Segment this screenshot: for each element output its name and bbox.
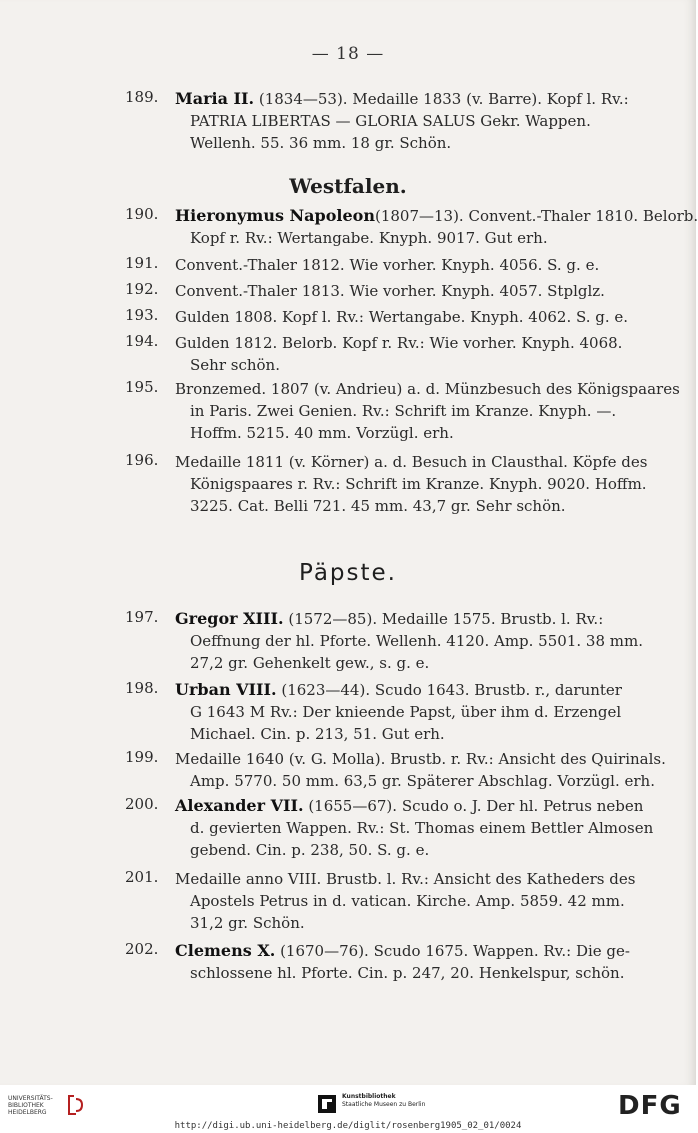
page-number: — 18 — (311, 44, 385, 64)
entry-number: 191. (125, 254, 159, 272)
entry-text: Medaille 1811 (v. Körner) a. d. Besuch in Clausthal. Köpfe des Königspaares r. Rv.: Schrift im Kranze. Knyph. 9020. Hoffm. 3225. Cat. Belli 721. 45 mm. 43,7 gr. Sehr schön. (175, 453, 648, 515)
section-heading-paepste: Päpste. (299, 560, 397, 586)
entry-ruler-name: Urban VIII. (175, 680, 277, 699)
university-library-logo-icon (64, 1093, 84, 1117)
entry-number: 202. (125, 940, 159, 958)
entry-text: Hieronymus Napoleon(1807—13). Convent.-Thaler 1810. Belorb. Kopf r. Rv.: Wertangabe. Knyph. 9017. Gut erh. (175, 206, 698, 247)
entry-text: Gregor XIII. (1572—85). Medaille 1575. Brustb. l. Rv.: Oeffnung der hl. Pforte. Wellenh. 4120. Amp. 5501. 38 mm. 27,2 gr. Gehenkelt gew., s. g. e. (175, 609, 643, 672)
entry-text: Gulden 1812. Belorb. Kopf r. Rv.: Wie vorher. Knyph. 4068. Sehr schön. (175, 334, 623, 374)
section-heading-westfalen: Westfalen. (289, 174, 407, 198)
kunstbibliothek-label: Kunstbibliothek Staatliche Museen zu Berlin (342, 1093, 426, 1108)
kunstbibliothek-logo-icon (318, 1095, 336, 1113)
entry-text: Medaille 1640 (v. G. Molla). Brustb. r. Rv.: Ansicht des Quirinals. Amp. 5770. 50 mm. 63,5 gr. Späterer Abschlag. Vorzügl. erh. (175, 750, 666, 790)
entry-ruler-name: Clemens X. (175, 941, 276, 960)
entry-ruler-name: Maria II. (175, 89, 255, 108)
entry-ruler-name: Gregor XIII. (175, 609, 284, 628)
entry-number: 199. (125, 748, 159, 766)
entry-number: 194. (125, 332, 159, 350)
entry-ruler-name: Hieronymus Napoleon (175, 206, 375, 225)
university-library-label: UNIVERSITÄTS- BIBLIOTHEK HEIDELBERG (8, 1095, 53, 1116)
entry-text: Convent.-Thaler 1813. Wie vorher. Knyph. 4057. Stplglz. (175, 282, 605, 300)
entry-text: Medaille anno VIII. Brustb. l. Rv.: Ansicht des Katheders des Apostels Petrus in d. vatican. Kirche. Amp. 5859. 42 mm. 31,2 gr. Schön. (175, 870, 636, 932)
entry-number: 197. (125, 608, 159, 626)
entry-ruler-name: Alexander VII. (175, 796, 304, 815)
entry-number: 200. (125, 795, 159, 813)
entry-number: 190. (125, 205, 159, 223)
entry-number: 195. (125, 378, 159, 396)
entry-number: 196. (125, 451, 159, 469)
source-url[interactable]: http://digi.ub.uni-heidelberg.de/diglit/rosenberg1905_02_01/0024 (174, 1121, 522, 1131)
entry-number: 193. (125, 306, 159, 324)
entry-text: Bronzemed. 1807 (v. Andrieu) a. d. Münzbesuch des Königspaares in Paris. Zwei Genien. Rv.: Schrift im Kranze. Knyph. —. Hoffm. 5215. 40 mm. Vorzügl. erh. (175, 380, 680, 442)
dfg-logo: DFG (618, 1091, 682, 1121)
entry-text: Urban VIII. (1623—44). Scudo 1643. Brustb. r., darunter G 1643 M Rv.: Der knieende Papst, über ihm d. Erzengel Michael. Cin. p. 213, 51. Gut erh. (175, 680, 622, 743)
entry-text: Alexander VII. (1655—67). Scudo o. J. Der hl. Petrus neben d. gevierten Wappen. Rv.: St. Thomas einem Bettler Almosen gebend. Cin. p. 238, 50. S. g. e. (175, 796, 654, 859)
entry-text: Maria II. (1834—53). Medaille 1833 (v. Barre). Kopf l. Rv.: PATRIA LIBERTAS — GLORIA SALUS Gekr. Wappen. Wellenh. 55. 36 mm. 18 gr. Schön. (175, 89, 629, 152)
entry-number: 201. (125, 868, 159, 886)
entry-text: Gulden 1808. Kopf l. Rv.: Wertangabe. Knyph. 4062. S. g. e. (175, 308, 629, 326)
entry-number: 192. (125, 280, 159, 298)
entry-number: 198. (125, 679, 159, 697)
entry-text: Convent.-Thaler 1812. Wie vorher. Knyph. 4056. S. g. e. (175, 256, 600, 274)
entry-text: Clemens X. (1670—76). Scudo 1675. Wappen. Rv.: Die ge- schlossene hl. Pforte. Cin. p. 247, 20. Henkelspur, schön. (175, 941, 630, 982)
entry-number: 189. (125, 88, 159, 106)
